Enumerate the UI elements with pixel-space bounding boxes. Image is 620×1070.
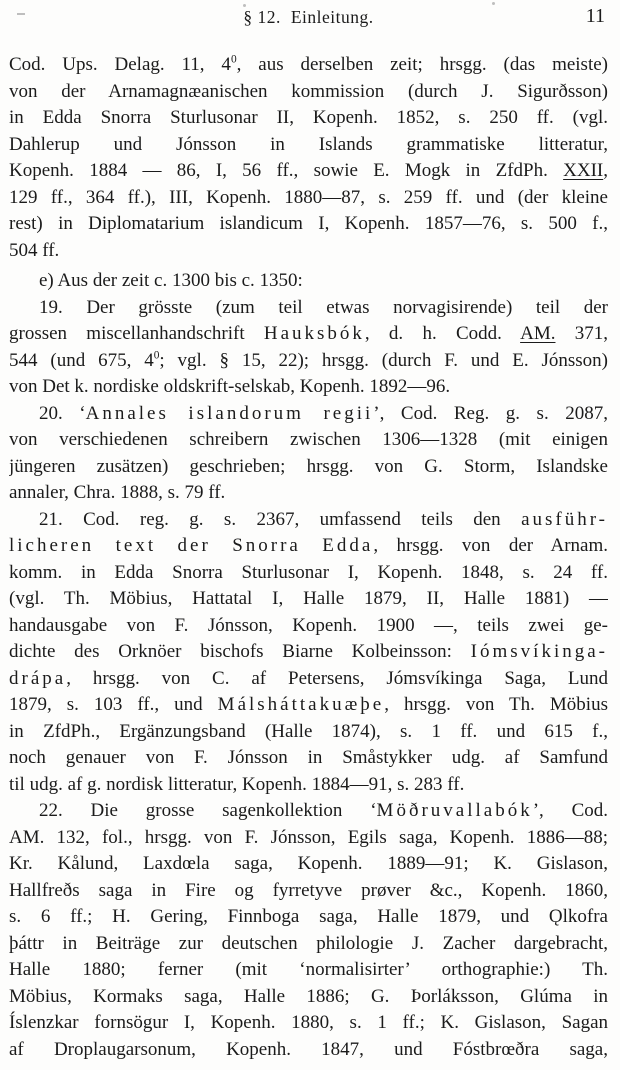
text-segment: Íslenzkar fornsögur I, Kopenh. 1880, s. 1 ff.; K. Gislason, Sagan bbox=[9, 1012, 608, 1033]
text-segment: , hrsgg. von der Arnam. bbox=[373, 535, 608, 556]
text-line bbox=[9, 851, 608, 878]
text-segment: , hrsgg. von Th. Möbius bbox=[384, 694, 608, 715]
text-segment: drápa bbox=[9, 667, 67, 689]
running-head bbox=[9, 0, 608, 40]
text-segment: ausführ- bbox=[521, 508, 608, 530]
text-segment: 20. ‘ bbox=[39, 402, 86, 424]
text-segment: Hallfreðs saga in Fire og fyrretyve prøver &c., Kopenh. 1860, bbox=[9, 879, 608, 901]
text-segment: in Edda Snorra Sturlusonar II, Kopenh. 1852, s. 250 ff. (vgl. bbox=[9, 107, 608, 128]
text-segment: rest) in Diplomatarium islandicum I, Kopenh. 1857—76, s. 500 f., bbox=[9, 213, 608, 234]
text-line bbox=[9, 825, 608, 852]
text-segment: til udg. af g. nordisk litteratur, Kopenh. 1884—91, s. 283 ff. bbox=[9, 773, 465, 795]
text-line bbox=[9, 158, 608, 185]
text-line bbox=[9, 1037, 608, 1064]
text-segment: von verschiedenen schreibern zwischen 1306—1328 (mit einigen bbox=[9, 429, 608, 450]
text-line bbox=[9, 52, 608, 79]
text-segment: jüngeren zusätzen) geschrieben; hrsgg. von G. Storm, Islandske bbox=[9, 455, 608, 477]
text-line bbox=[9, 533, 608, 560]
text-line bbox=[9, 185, 608, 212]
text-line bbox=[9, 772, 608, 799]
text-segment: AM. 132, fol., hrsgg. von F. Jónsson, Egils saga, Kopenh. 1886—88; bbox=[9, 826, 608, 848]
text-segment: Hauksbók bbox=[263, 323, 365, 344]
text-segment: Möbius, Kormaks saga, Halle 1886; G. Þorláksson, Glúma in bbox=[9, 985, 608, 1007]
section-number: § 12. bbox=[243, 7, 281, 27]
text-segment: licheren text der Snorra Edda bbox=[9, 535, 374, 556]
text-segment: (vgl. Th. Möbius, Hattatal I, Halle 1879, II, Halle 1881) — bbox=[9, 588, 608, 609]
text-segment: , d. h. Codd. bbox=[364, 323, 521, 344]
text-segment: 544 (und 675, 4 bbox=[9, 349, 154, 371]
text-line bbox=[9, 639, 608, 666]
text-segment: , aus derselben zeit; hrsgg. (das meiste) bbox=[236, 54, 608, 75]
text-line bbox=[9, 295, 608, 322]
text-segment: Halle 1880; ferner (mit ‘normalisirter’ orthographie:) Th. bbox=[9, 959, 608, 980]
text-line bbox=[9, 692, 608, 719]
text-line bbox=[9, 348, 608, 375]
text-segment: , bbox=[603, 160, 608, 181]
text-segment: ; vgl. § 15, 22); hrsgg. (durch F. und E. Jónsson) bbox=[159, 349, 608, 371]
text-segment: von Det k. nordiske oldskrift-selskab, Kopenh. 1892—96. bbox=[9, 376, 451, 397]
text-segment: Iómsvíkinga- bbox=[470, 641, 608, 662]
text-segment: grossen miscellanhandschrift bbox=[9, 323, 264, 344]
text-segment: von der Arnamagnæanischen kommission (durch J. Sigurðsson) bbox=[9, 80, 608, 102]
text-segment: handausgabe von F. Jónsson, Kopenh. 1900 —, teils zwei ge- bbox=[9, 614, 608, 636]
text-line bbox=[9, 878, 608, 905]
text-segment: 504 ff. bbox=[9, 239, 60, 261]
text-line bbox=[9, 931, 608, 958]
text-line bbox=[9, 666, 608, 693]
page-number: 11 bbox=[585, 5, 605, 27]
text-segment: Kopenh. 1884 — 86, I, 56 ff., sowie E. Mogk in ZfdPh. bbox=[9, 160, 564, 181]
page-body bbox=[9, 52, 608, 1063]
text-segment: ’, Cod. bbox=[532, 800, 608, 821]
text-segment: in ZfdPh., Ergänzungsband (Halle 1874), s. 1 ff. und 615 f., bbox=[9, 720, 608, 742]
text-segment: 0 bbox=[230, 53, 237, 66]
text-segment: 1879, s. 103 ff., und bbox=[9, 694, 218, 715]
text-segment: Annales islandorum regii bbox=[85, 402, 374, 424]
text-line bbox=[9, 321, 608, 348]
chapter-title: Einleitung. bbox=[290, 7, 374, 27]
text-line bbox=[9, 798, 608, 825]
text-segment: 22. Die grosse sagenkollektion ‘ bbox=[39, 800, 377, 821]
text-segment: 129 ff., 364 ff.), III, Kopenh. 1880—87, s. 259 ff. und (der kleine bbox=[9, 186, 608, 208]
text-line bbox=[9, 613, 608, 640]
text-segment: AM. bbox=[520, 323, 556, 344]
text-line bbox=[9, 238, 608, 265]
text-segment: XXII bbox=[563, 160, 604, 181]
text-segment: Möðruvallabók bbox=[376, 800, 533, 821]
text-segment: annaler, Chra. 1888, s. 79 ff. bbox=[9, 482, 226, 503]
text-segment: Dahlerup und Jónsson in Islands grammatiske litteratur, bbox=[9, 133, 608, 155]
text-line bbox=[9, 719, 608, 746]
text-segment: 0 bbox=[153, 349, 160, 362]
chapter-heading bbox=[9, 7, 608, 28]
text-line bbox=[9, 374, 608, 401]
text-line bbox=[9, 454, 608, 481]
text-line bbox=[9, 957, 608, 984]
text-line bbox=[9, 132, 608, 159]
text-line bbox=[9, 268, 608, 295]
text-segment: Cod. Ups. Delag. 11, 4 bbox=[9, 54, 231, 75]
text-segment: noch genauer von F. Jónsson in Småstykker udg. af Samfund bbox=[9, 747, 608, 768]
text-segment: dichte des Orknöer bischofs Biarne Kolbeinsson: bbox=[9, 641, 471, 662]
text-line bbox=[9, 105, 608, 132]
text-segment: , hrsgg. von C. af Petersens, Jómsvíkinga Saga, Lund bbox=[66, 667, 608, 689]
text-segment: af Droplaugarsonum, Kopenh. 1847, und Fóstbrœðra saga, bbox=[9, 1038, 608, 1060]
text-segment: 21. Cod. reg. g. s. 2367, umfassend teils den bbox=[39, 508, 522, 530]
text-line bbox=[9, 401, 608, 428]
text-line bbox=[9, 1010, 608, 1037]
text-segment: s. 6 ff.; H. Gering, Finnboga saga, Halle 1879, und Ǫlkofra bbox=[9, 906, 608, 927]
text-segment: komm. in Edda Snorra Sturlusonar I, Kopenh. 1848, s. 24 ff. bbox=[9, 561, 608, 583]
text-segment: Málsháttakuæþe bbox=[217, 694, 385, 715]
text-segment: ’, Cod. Reg. g. s. 2087, bbox=[373, 402, 608, 424]
text-line bbox=[9, 904, 608, 931]
text-line bbox=[9, 507, 608, 534]
text-line bbox=[9, 211, 608, 238]
text-line bbox=[9, 586, 608, 613]
text-segment: e) Aus der zeit c. 1300 bis c. 1350: bbox=[39, 270, 303, 291]
text-line bbox=[9, 79, 608, 106]
text-line bbox=[9, 480, 608, 507]
text-line bbox=[9, 427, 608, 454]
text-segment: Kr. Kålund, Laxdœla saga, Kopenh. 1889—91; K. Gislason, bbox=[9, 853, 608, 874]
text-line bbox=[9, 560, 608, 587]
text-line bbox=[9, 745, 608, 772]
text-segment: 19. Der grösste (zum teil etwas norvagisirende) teil der bbox=[39, 296, 608, 318]
text-line bbox=[9, 984, 608, 1011]
text-segment: 371, bbox=[555, 323, 608, 344]
text-segment: þáttr in Beiträge zur deutschen philologie J. Zacher dargebracht, bbox=[9, 932, 608, 954]
